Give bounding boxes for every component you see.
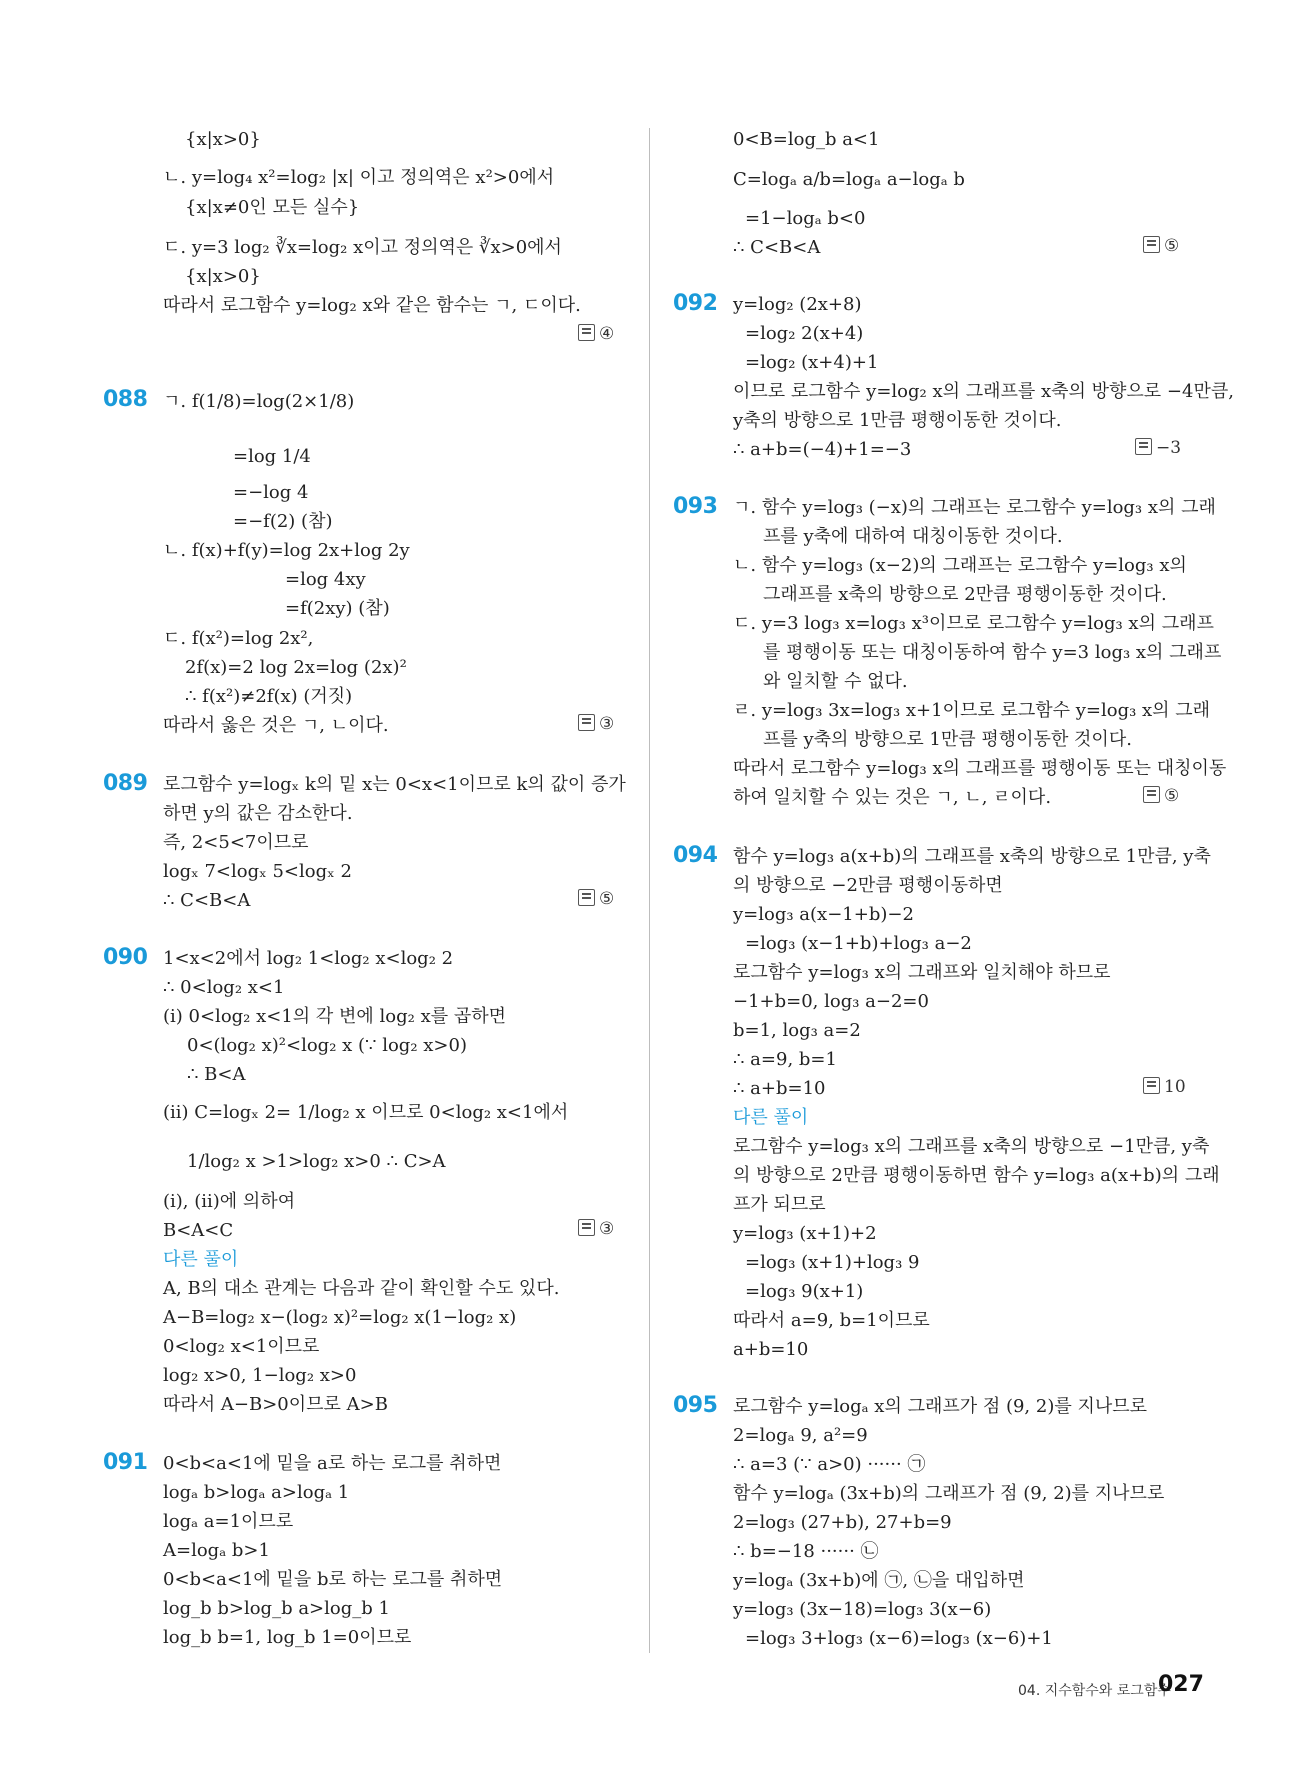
text-line: 1/log₂ x >1>log₂ x>0 ∴ C>A [187, 1151, 446, 1172]
text-line: =log 4xy [285, 569, 366, 590]
text-line: 1<x<2에서 log₂ 1<log₂ x<log₂ 2 [163, 948, 454, 969]
answer-icon [578, 1219, 595, 1236]
problem-number: 093 [673, 494, 718, 519]
answer-icon [578, 889, 595, 906]
problem-number: 094 [673, 843, 718, 868]
text-line: ∴ b=−18 ······ ㉡ [733, 1541, 879, 1562]
text-line: 의 방향으로 2만큼 평행이동하면 함수 y=log₃ a(x+b)의 그래 [733, 1165, 1220, 1186]
text-line: 하여 일치할 수 있는 것은 ㄱ, ㄴ, ㄹ이다. [733, 787, 1052, 808]
answer-icon [578, 324, 595, 341]
text-line: 로그함수 y=log₃ x의 그래프와 일치해야 하므로 [733, 962, 1111, 983]
problem-number: 095 [673, 1393, 718, 1418]
problem-number: 090 [103, 945, 148, 970]
text-line: ∴ C<B<A [163, 890, 251, 911]
text-line: ∴ a+b=10 [733, 1078, 826, 1099]
text-line: 하면 y의 값은 감소한다. [163, 803, 353, 824]
text-line: y=log₃ (x+1)+2 [733, 1223, 877, 1244]
text-line: ㄴ. y=log₄ x²=log₂ |x| 이고 정의역은 x²>0에서 [163, 167, 555, 188]
answer-mark: ③ [578, 714, 614, 734]
text-line: ㄷ. y=3 log₂ ∛x=log₂ x이고 정의역은 ∛x>0에서 [163, 237, 562, 258]
text-line: y=logₐ (3x+b)에 ㉠, ㉡을 대입하면 [733, 1570, 1025, 1591]
text-line: 0<B=log_b a<1 [733, 129, 880, 150]
chapter-title: 04. 지수함수와 로그함수 [1018, 1683, 1171, 1699]
text-line: ㄴ. f(x)+f(y)=log 2x+log 2y [163, 540, 410, 561]
text-line: C=logₐ a/b=logₐ a−logₐ b [733, 169, 965, 190]
text-line: 프를 y축에 대하여 대칭이동한 것이다. [763, 526, 1063, 547]
text-line: 로그함수 y=log₃ x의 그래프를 x축의 방향으로 −1만큼, y축 [733, 1136, 1210, 1157]
problem-number: 092 [673, 291, 718, 316]
text-line: (i), (ii)에 의하여 [163, 1191, 296, 1212]
text-line: 0<b<a<1에 밑을 b로 하는 로그를 취하면 [163, 1569, 503, 1590]
text-line: a+b=10 [733, 1339, 809, 1360]
text-line: ∴ a=9, b=1 [733, 1049, 837, 1070]
answer-icon [1143, 786, 1160, 803]
text-line: A, B의 대소 관계는 다음과 같이 확인할 수도 있다. [163, 1278, 560, 1299]
text-line: {x|x>0} [185, 266, 261, 287]
text-line: {x|x≠0인 모든 실수} [185, 197, 360, 218]
alt-solution-label: 다른 풀이 [163, 1249, 239, 1270]
text-line: ∴ B<A [187, 1064, 246, 1085]
text-line: (i) 0<log₂ x<1의 각 변에 log₂ x를 곱하면 [163, 1006, 506, 1027]
text-line: ∴ a=3 (∵ a>0) ······ ㉠ [733, 1454, 926, 1475]
text-line: =log₃ (x+1)+log₃ 9 [745, 1252, 920, 1273]
text-line: =−f(2) (참) [233, 511, 333, 532]
text-line: 의 방향으로 −2만큼 평행이동하면 [733, 875, 1003, 896]
text-line: ㄷ. f(x²)=log 2x², [163, 628, 314, 649]
page-number: 027 [1158, 1672, 1204, 1697]
text-line: −1+b=0, log₃ a−2=0 [733, 991, 929, 1012]
text-line: logₐ a=1이므로 [163, 1511, 294, 1532]
text-line: =1−logₐ b<0 [745, 208, 866, 229]
answer-mark: ⑤ [578, 889, 614, 909]
text-line: ∴ f(x²)≠2f(x) (거짓) [185, 686, 353, 707]
text-line: 로그함수 y=logₐ x의 그래프가 점 (9, 2)를 지나므로 [733, 1396, 1148, 1417]
answer-mark: 10 [1143, 1077, 1186, 1097]
text-line: ㄹ. y=log₃ 3x=log₃ x+1이므로 로그함수 y=log₃ x의 그래 [733, 700, 1211, 721]
text-line: (ii) C=logₓ 2= 1/log₂ x 이므로 0<log₂ x<1에서 [163, 1102, 569, 1123]
alt-solution-label: 다른 풀이 [733, 1107, 809, 1128]
problem-number: 091 [103, 1450, 148, 1475]
text-line: ∴ C<B<A [733, 237, 821, 258]
text-line: y=log₃ (3x−18)=log₃ 3(x−6) [733, 1599, 992, 1620]
text-line: logₓ 7<logₓ 5<logₓ 2 [163, 861, 352, 882]
text-line: 0<log₂ x<1이므로 [163, 1336, 320, 1357]
text-line: ㄴ. 함수 y=log₃ (x−2)의 그래프는 로그함수 y=log₃ x의 [733, 555, 1187, 576]
text-line: 따라서 a=9, b=1이므로 [733, 1310, 930, 1331]
text-line: 따라서 로그함수 y=log₂ x와 같은 함수는 ㄱ, ㄷ이다. [163, 295, 581, 316]
text-line: 2=logₐ 9, a²=9 [733, 1425, 868, 1446]
text-line: 2=log₃ (27+b), 27+b=9 [733, 1512, 952, 1533]
text-line: y축의 방향으로 1만큼 평행이동한 것이다. [733, 410, 1062, 431]
text-line: A=logₐ b>1 [163, 1540, 270, 1561]
text-line: 로그함수 y=logₓ k의 밑 x는 0<x<1이므로 k의 값이 증가 [163, 774, 626, 795]
text-line: =f(2xy) (참) [285, 598, 390, 619]
text-line: 프가 되므로 [733, 1194, 826, 1215]
text-line: 따라서 로그함수 y=log₃ x의 그래프를 평행이동 또는 대칭이동 [733, 758, 1227, 779]
text-line: =log₂ 2(x+4) [745, 323, 864, 344]
problem-number: 089 [103, 771, 148, 796]
answer-mark: ⑤ [1143, 236, 1179, 256]
text-line: ㄱ. f(1/8)=log(2×1/8) [163, 391, 355, 412]
text-line: 함수 y=log₃ a(x+b)의 그래프를 x축의 방향으로 1만큼, y축 [733, 846, 1211, 867]
text-line: y=log₂ (2x+8) [733, 294, 862, 315]
text-line: y=log₃ a(x−1+b)−2 [733, 904, 914, 925]
text-line: =log 1/4 [233, 446, 311, 467]
answer-icon [1143, 236, 1160, 253]
text-line: log₂ x>0, 1−log₂ x>0 [163, 1365, 357, 1386]
text-line: logₐ b>logₐ a>logₐ 1 [163, 1482, 350, 1503]
text-line: 2f(x)=2 log 2x=log (2x)² [185, 657, 407, 678]
answer-icon [1143, 1077, 1160, 1094]
text-line: log_b b=1, log_b 1=0이므로 [163, 1627, 412, 1648]
column-divider [649, 128, 650, 1653]
text-line: 0<b<a<1에 밑을 a로 하는 로그를 취하면 [163, 1453, 502, 1474]
text-line: ∴ 0<log₂ x<1 [163, 977, 285, 998]
problem-number: 088 [103, 387, 148, 412]
answer-icon [1135, 438, 1152, 455]
text-line: 그래프를 x축의 방향으로 2만큼 평행이동한 것이다. [763, 584, 1167, 605]
answer-icon [578, 714, 595, 731]
text-line: {x|x>0} [185, 129, 261, 150]
text-line: 를 평행이동 또는 대칭이동하여 함수 y=3 log₃ x의 그래프 [763, 642, 1222, 663]
text-line: 프를 y축의 방향으로 1만큼 평행이동한 것이다. [763, 729, 1132, 750]
text-line: =−log 4 [233, 482, 309, 503]
answer-mark: ③ [578, 1219, 614, 1239]
text-line: 함수 y=logₐ (3x+b)의 그래프가 점 (9, 2)를 지나므로 [733, 1483, 1165, 1504]
text-line: =log₃ 9(x+1) [745, 1281, 864, 1302]
answer-mark: −3 [1135, 438, 1181, 458]
text-line: 즉, 2<5<7이므로 [163, 832, 309, 853]
text-line: A−B=log₂ x−(log₂ x)²=log₂ x(1−log₂ x) [163, 1307, 517, 1328]
answer-mark: ④ [578, 324, 614, 344]
text-line: =log₂ (x+4)+1 [745, 352, 879, 373]
text-line: 이므로 로그함수 y=log₂ x의 그래프를 x축의 방향으로 −4만큼, [733, 381, 1234, 402]
text-line: 따라서 옳은 것은 ㄱ, ㄴ이다. [163, 715, 389, 736]
answer-mark: ⑤ [1143, 786, 1179, 806]
text-line: ∴ a+b=(−4)+1=−3 [733, 439, 912, 460]
text-line: b=1, log₃ a=2 [733, 1020, 861, 1041]
text-line: 0<(log₂ x)²<log₂ x (∵ log₂ x>0) [187, 1035, 467, 1056]
text-line: ㄱ. 함수 y=log₃ (−x)의 그래프는 로그함수 y=log₃ x의 그래 [733, 497, 1216, 518]
text-line: B<A<C [163, 1220, 234, 1241]
text-line: ㄷ. y=3 log₃ x=log₃ x³이므로 로그함수 y=log₃ x의 그래프 [733, 613, 1214, 634]
text-line: =log₃ (x−1+b)+log₃ a−2 [745, 933, 972, 954]
text-line: log_b b>log_b a>log_b 1 [163, 1598, 390, 1619]
text-line: 와 일치할 수 없다. [763, 671, 908, 692]
text-line: 따라서 A−B>0이므로 A>B [163, 1394, 388, 1415]
text-line: =log₃ 3+log₃ (x−6)=log₃ (x−6)+1 [745, 1628, 1053, 1649]
